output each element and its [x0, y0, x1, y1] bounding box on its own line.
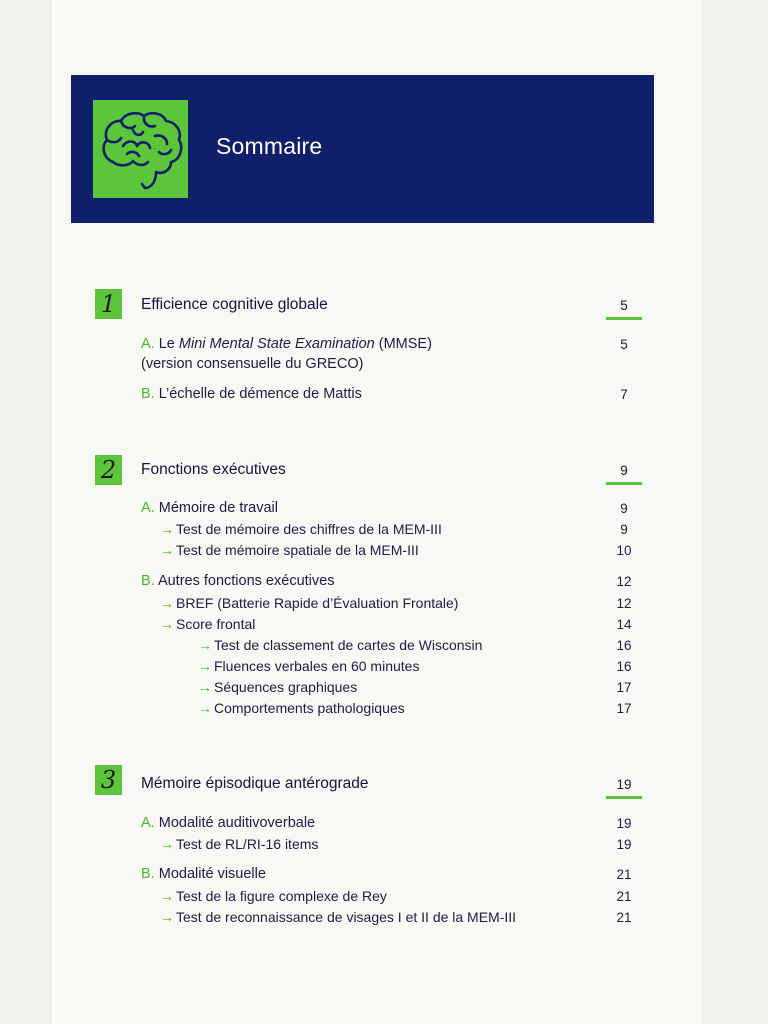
arrow-icon: → [160, 909, 174, 925]
entry-page-number: 19 [616, 837, 632, 852]
entry-page-number: 16 [616, 638, 632, 653]
section-page-number: 19 [616, 777, 632, 792]
section-underline [606, 317, 642, 320]
section-page-number: 9 [620, 463, 628, 478]
entry-page-number: 12 [616, 574, 632, 589]
entry-page-number: 21 [616, 910, 632, 925]
section-page-number: 5 [620, 298, 628, 313]
section-title: Efficience cognitive globale [141, 296, 328, 313]
entry-letter: B. [141, 386, 155, 402]
section-underline [606, 482, 642, 485]
entry-text: Fluences verbales en 60 minutes [214, 658, 420, 674]
entry-text: Modalité auditivoverbale [158, 815, 316, 831]
entry-text: Séquences graphiques [214, 679, 358, 695]
section-title: Mémoire épisodique antérograde [141, 775, 369, 792]
entry-text: (MMSE) [374, 336, 432, 352]
section-number-badge: 1 [95, 289, 122, 319]
entry-text: Test de mémoire spatiale de la MEM-III [176, 542, 419, 558]
entry-text: Modalité visuelle [158, 866, 266, 882]
entry-page-number: 17 [616, 701, 632, 716]
header-banner [71, 75, 654, 223]
entry-page-number: 21 [616, 867, 632, 882]
entry-page-number: 9 [620, 522, 628, 537]
entry-letter: A. [141, 815, 155, 831]
section-underline [606, 796, 642, 799]
entry-italic-text: Mini Mental State Examination [178, 336, 375, 352]
entry-page-number: 19 [616, 816, 632, 831]
arrow-icon: → [198, 637, 212, 653]
entry-text: Mémoire de travail [158, 500, 278, 516]
section-number-badge: 2 [95, 455, 122, 485]
entry-text: Test de mémoire des chiffres de la MEM-III [176, 521, 442, 537]
entry-text: BREF (Batterie Rapide d’Évaluation Frontale) [176, 595, 459, 611]
arrow-icon: → [160, 836, 174, 852]
entry-text: Test de classement de cartes de Wisconsin [214, 637, 483, 653]
section-title: Fonctions exécutives [141, 461, 286, 478]
entry-page-number: 12 [616, 596, 632, 611]
section-number-badge: 3 [95, 765, 122, 795]
entry-text: (version consensuelle du GRECO) [141, 356, 364, 372]
entry-text: Test de la figure complexe de Rey [176, 888, 387, 904]
arrow-icon: → [198, 658, 212, 674]
arrow-icon: → [160, 542, 174, 558]
entry-page-number: 9 [620, 501, 628, 516]
entry-letter: B. [141, 866, 155, 882]
entry-text: Autres fonctions exécutives [157, 573, 335, 589]
arrow-icon: → [160, 888, 174, 904]
entry-page-number: 10 [616, 543, 632, 558]
arrow-icon: → [198, 679, 212, 695]
entry-page-number: 14 [616, 617, 632, 632]
brain-icon [93, 100, 188, 198]
entry-page-number: 7 [620, 387, 628, 402]
entry-page-number: 16 [616, 659, 632, 674]
entry-text: Le [158, 336, 179, 352]
entry-page-number: 17 [616, 680, 632, 695]
entry-text: L’échelle de démence de Mattis [158, 386, 362, 402]
entry-letter: A. [141, 500, 155, 516]
arrow-icon: → [160, 595, 174, 611]
entry-text: Test de RL/RI-16 items [176, 836, 319, 852]
entry-letter: A. [141, 336, 155, 352]
arrow-icon: → [198, 700, 212, 716]
arrow-icon: → [160, 616, 174, 632]
arrow-icon: → [160, 521, 174, 537]
entry-letter: B. [141, 573, 155, 589]
brain-logo [93, 100, 188, 198]
entry-text: Comportements pathologiques [214, 700, 405, 716]
entry-text: Score frontal [176, 616, 256, 632]
entry-text: Test de reconnaissance de visages I et II de la MEM-III [176, 909, 517, 925]
entry-page-number: 5 [620, 337, 628, 352]
entry-page-number: 21 [616, 889, 632, 904]
page-title: Sommaire [216, 133, 323, 159]
